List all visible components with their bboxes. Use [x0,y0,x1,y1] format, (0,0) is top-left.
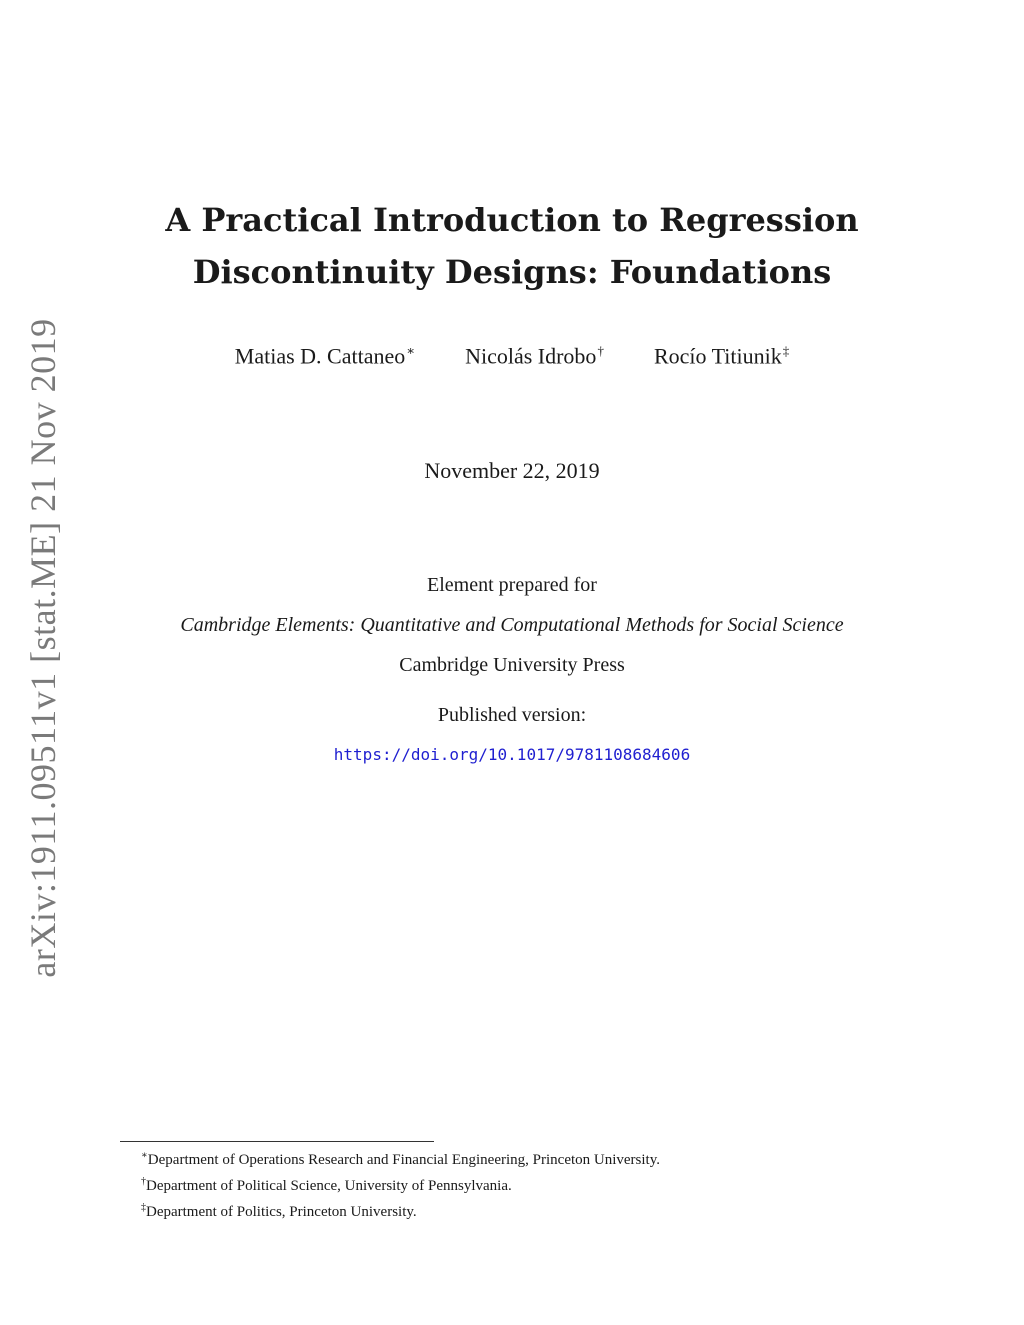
footnote-item: ∗Department of Operations Research and Financial Engineering, Princeton University. [141,1150,661,1168]
author-idrobo: Nicolás Idrobo† [465,343,604,369]
arxiv-side-stamp: arXiv:1911.09511v1 [stat.ME] 21 Nov 2019 [23,318,63,978]
paper-title-line-2: Discontinuity Designs: Foundations [192,253,832,291]
series-name: Cambridge Elements: Quantitative and Computational Methods for Social Science [180,614,844,636]
footnote-divider [120,1141,434,1142]
paper-title-line-1: A Practical Introduction to Regression [165,201,859,239]
footnotes [141,1145,660,1223]
author-titiunik: Rocío Titiunik‡ [653,343,790,369]
author-list [0,336,1024,371]
author-footnote-mark: ∗ [406,343,416,358]
footnote-item: ‡Department of Politics, Princeton University. [141,1202,417,1220]
author-footnote-mark: ‡ [782,343,790,358]
publication-date: November 22, 2019 [424,458,600,483]
element-prepared-for: Element prepared for [427,574,597,596]
published-version-label: Published version: [437,704,587,726]
doi-link[interactable]: https://doi.org/10.1017/9781108684606 [333,745,691,764]
footnote-item: †Department of Political Science, University of Pennsylvania. [141,1176,512,1194]
author-cattaneo: Matias D. Cattaneo∗ [234,343,416,369]
author-footnote-mark: † [597,343,604,358]
publisher-name: Cambridge University Press [399,654,625,676]
